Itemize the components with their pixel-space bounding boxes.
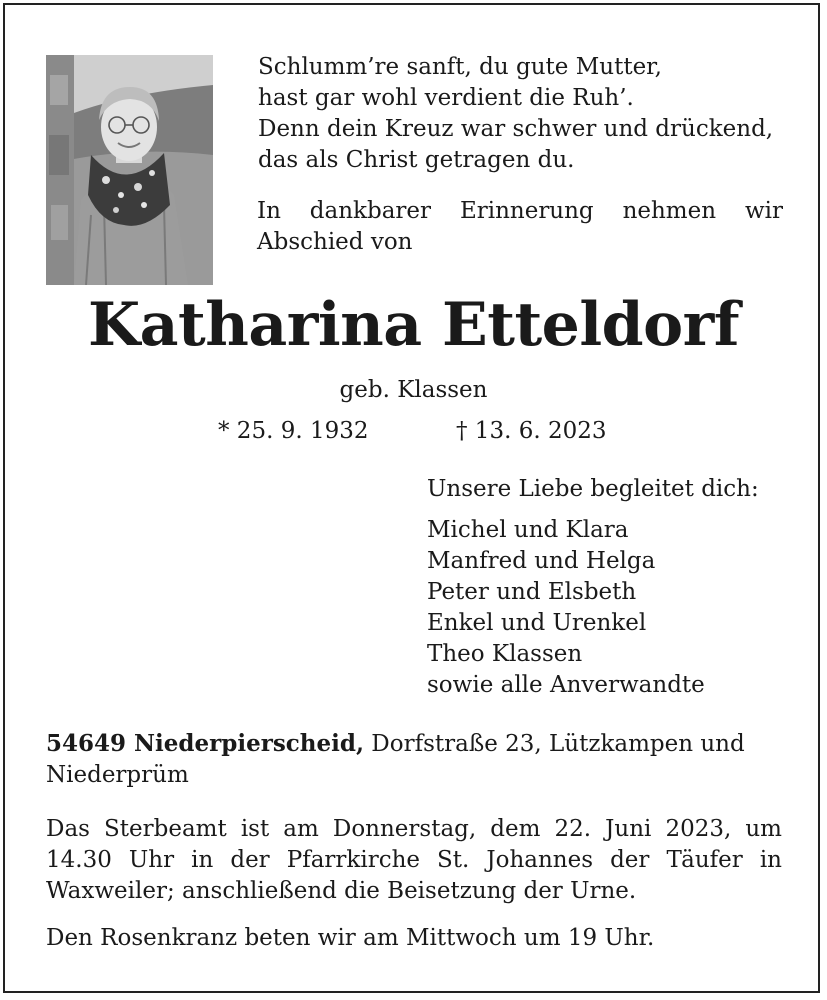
mourner-entry: Enkel und Urenkel: [427, 610, 647, 636]
address-rest: Dorfstraße 23, Lützkampen und Niederprüm: [46, 731, 745, 788]
service-info: Das Sterbeamt ist am Donnerstag, dem 22. Juni 2023, um 14.30 Uhr in der Pfarrkirche St. Johannes der Täufer in Waxweiler; anschließend die Beisetzung der Urne.: [46, 816, 782, 904]
mourner-entry: Michel und Klara: [427, 517, 629, 543]
mourner-entry: Theo Klassen: [427, 641, 583, 667]
intro-text: In dankbarer Erinnerung nehmen wir Abschied von: [257, 198, 783, 255]
death-date: † 13. 6. 2023: [456, 418, 607, 444]
poem-line: das als Christ getragen du.: [258, 147, 575, 173]
mourner-entry: Peter und Elsbeth: [427, 579, 637, 605]
address-place: 54649 Niederpierscheid,: [46, 730, 364, 757]
mourner-entry: Manfred und Helga: [427, 548, 656, 574]
rosary-info: Den Rosenkranz beten wir am Mittwoch um 19 Uhr.: [46, 925, 655, 951]
maiden-name: geb. Klassen: [339, 377, 488, 403]
mourner-entry: sowie alle Anverwandte: [427, 672, 705, 698]
address: [46, 728, 786, 791]
mourners-list: [427, 474, 807, 701]
portrait-photo: [46, 55, 213, 285]
poem-line: hast gar wohl verdient die Ruh’.: [258, 85, 634, 111]
mourners-heading: Unsere Liebe begleitet dich:: [427, 476, 759, 502]
poem: [258, 52, 798, 176]
poem-line: Schlumm’re sanft, du gute Mutter,: [258, 54, 662, 80]
birth-date: * 25. 9. 1932: [218, 418, 369, 444]
deceased-name: Katharina Etteldorf: [87, 290, 740, 360]
poem-line: Denn dein Kreuz war schwer und drückend,: [258, 116, 774, 142]
